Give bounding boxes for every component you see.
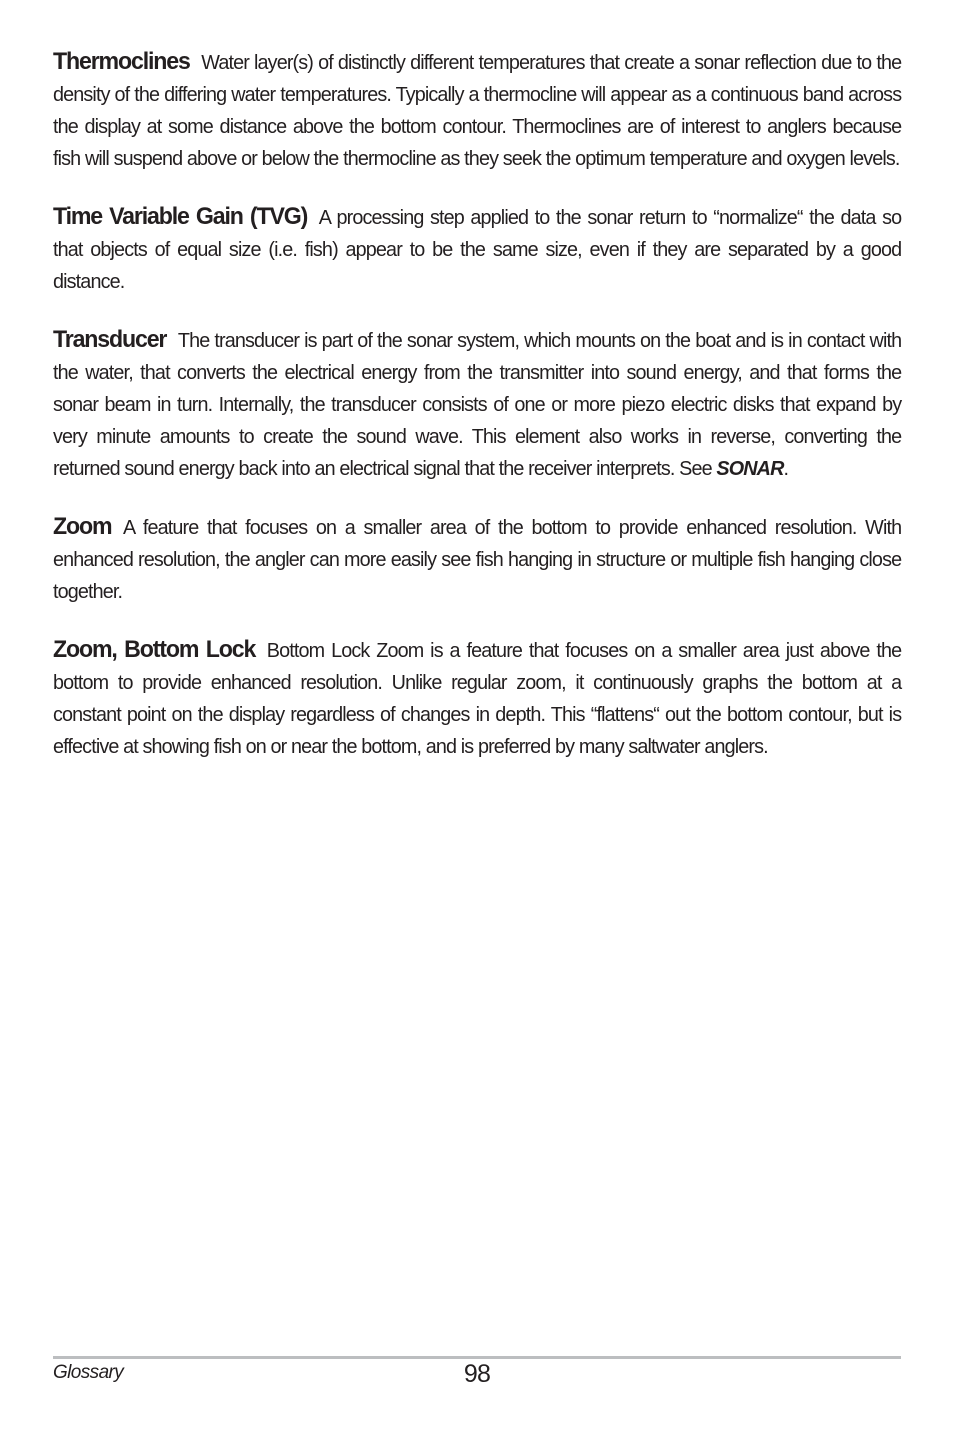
glossary-term: Zoom — [53, 513, 112, 540]
glossary-entry-transducer — [53, 324, 901, 485]
glossary-entry-zoom-bottom-lock — [53, 634, 901, 763]
see-reference-link[interactable]: SONAR — [716, 457, 784, 480]
glossary-entry-thermoclines — [53, 46, 901, 175]
glossary-definition: Water layer(s) of distinctly different temperatures that create a sonar reflection due to the density of the differing water temperatures. Typically a thermocline will appear as a continuous band across the display at some distance above the bottom contour. Thermoclines are of interest to anglers because fish will suspend above or below the thermocline as they seek the optimum temperature and oxygen levels. — [53, 51, 902, 170]
glossary-definition: A processing step applied to the sonar return to “normalize“ the data so that objects of equal size (i.e. fish) appear to be the same size, even if they are separated by a good distance. — [53, 206, 902, 293]
glossary-entry-tvg — [53, 201, 901, 298]
glossary-term: Thermoclines — [53, 48, 190, 75]
glossary-term: Transducer — [53, 326, 167, 353]
glossary-definition: The transducer is part of the sonar system, which mounts on the boat and is in contact with the water, that converts the electrical energy from the transmitter into sound energy, and that forms the sonar beam in turn. Internally, the transducer consists of one or more piezo electric disks that expand by very minute amounts to create the sound wave. This element also works in reverse, converting the returned sound energy back into an electrical signal that the receiver interprets. See — [53, 329, 902, 480]
glossary-term: Time Variable Gain (TVG) — [53, 203, 308, 230]
glossary-entry-zoom — [53, 511, 901, 608]
glossary-definition-end: . — [783, 457, 789, 480]
footer-divider — [53, 1356, 901, 1359]
glossary-content — [53, 46, 901, 789]
glossary-term: Zoom, Bottom Lock — [53, 636, 256, 663]
glossary-definition: A feature that focuses on a smaller area of the bottom to provide enhanced resolution. With enhanced resolution, the angler can more easily see fish hanging in structure or multiple fish hanging close together. — [53, 516, 902, 603]
footer-section-name: Glossary — [53, 1362, 124, 1383]
glossary-definition: Bottom Lock Zoom is a feature that focuses on a smaller area just above the bottom to provide enhanced resolution. Unlike regular zoom, it continuously graphs the bottom at a constant point on the display regardless of changes in depth. This “flattens“ out the bottom contour, but is effective at showing fish on or near the bottom, and is preferred by many saltwater anglers. — [53, 639, 902, 758]
page-number: 98 — [463, 1360, 491, 1388]
